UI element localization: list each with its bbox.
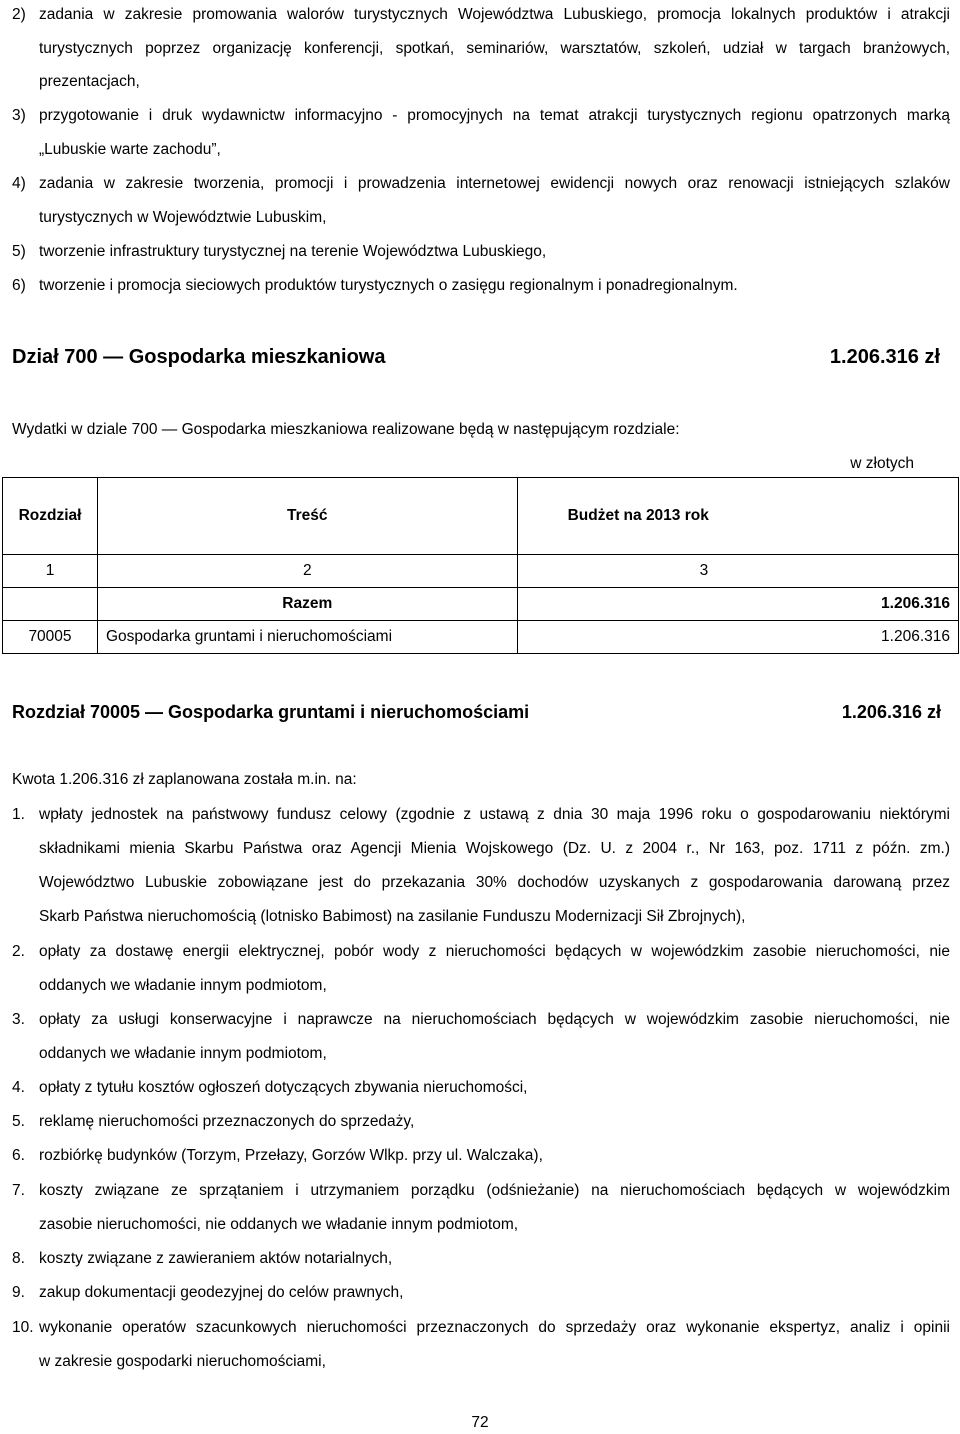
intro-item-2-line-3: prezentacjach, [39,73,140,90]
total-label: Razem [98,588,518,621]
section-title: Dział 700 — Gospodarka mieszkaniowa [12,346,386,368]
list-item-4: 4. opłaty z tytułu kosztów ogłoszeń dotyczących zbywania nieruchomości, [12,1079,528,1096]
table-header-row [3,478,959,555]
table-number-row: 1 2 3 [3,555,959,588]
unit-label: w złotych [850,455,914,472]
intro-item-5: 5) tworzenie infrastruktury turystycznej na terenie Województwa Lubuskiego, [12,243,547,260]
section-intro: Wydatki w dziale 700 — Gospodarka mieszkaniowa realizowane będą w następującym rozdziale: [12,421,680,438]
total-value: 1.206.316 [517,588,958,621]
list-item-9: 9. zakup dokumentacji geodezyjnej do celów prawnych, [12,1284,404,1301]
list-item-1-line-3: Województwo Lubuskie zobowiązane jest do przekazania 30% dochodów uzyskanych z gospodarowania darowaną przez [39,874,950,891]
row-value: 1.206.316 [517,621,958,654]
table-total-row [3,588,959,621]
list-item-7-line-2: zasobie nieruchomości, nie oddanych we władanie innym podmiotom, [39,1216,519,1233]
list-item-3-line-2: oddanych we władanie innym podmiotom, [39,1045,327,1062]
subsection-amount: 1.206.316 zł [841,702,941,722]
intro-item-4-line-2: turystycznych w Województwie Lubuskim, [39,209,327,226]
list-item-1-line-4: Skarb Państwa nieruchomością (lotnisko Babimost) na zasilanie Funduszu Modernizacji Sił Zbrojnych), [39,908,746,925]
intro-item-3-line-1: 3) przygotowanie i druk wydawnictw informacyjno - promocyjnych na temat atrakcji turystycznych regionu opatrzonych marką [12,107,950,124]
intro-item-3-line-2: „Lubuskie warte zachodu”, [39,141,221,158]
list-item-3-line-1: 3. opłaty za usługi konserwacyjne i naprawcze na nieruchomościach będących w wojewódzkim zasobie nieruchomości, nie [12,1011,950,1028]
list-item-5: 5. reklamę nieruchomości przeznaczonych do sprzedaży, [12,1113,415,1130]
list-item-1-line-2: składnikami mienia Skarbu Państwa oraz Agencji Mienia Wojskowego (Dz. U. z 2004 r., Nr 163, poz. 1711 z późn. zm.) [39,840,950,857]
list-item-2-line-2: oddanych we władanie innym podmiotom, [39,977,327,994]
list-item-10-line-2: w zakresie gospodarki nieruchomościami, [39,1353,326,1370]
subsection-heading [12,700,950,724]
intro-item-2-line-1: 2) zadania w zakresie promowania walorów turystycznych Województwa Lubuskiego, promocja lokalnych produktów i atrakcji [12,6,950,23]
list-item-1-line-1: 1. wpłaty jednostek na państwowy fundusz celowy (zgodnie z ustawą z dnia 30 maja 1996 roku o gospodarowaniu niektórymi [12,806,950,823]
header-budzet: Budżet na 2013 rok [517,478,958,555]
section-heading [12,344,950,370]
intro-item-2-line-2: turystycznych poprzez organizację konferencji, spotkań, seminariów, warsztatów, szkoleń, udział w targach branżowych, [39,40,950,57]
section-amount: 1.206.316 zł [829,346,940,368]
list-item-6: 6. rozbiórkę budynków (Torzym, Przełazy, Gorzów Wlkp. przy ul. Walczaka), [12,1147,543,1164]
table-row [3,621,959,654]
intro-item-6: 6) tworzenie i promocja sieciowych produktów turystycznych o zasięgu regionalnym i ponadregionalnym. [12,277,738,294]
row-name: Gospodarka gruntami i nieruchomościami [98,621,518,654]
list-item-7-line-1: 7. koszty związane ze sprzątaniem i utrzymaniem porządku (odśnieżanie) na nieruchomościach będących w wojewódzkim [12,1182,950,1199]
budget-table [2,477,959,654]
subsection-intro: Kwota 1.206.316 zł zaplanowana została m.in. na: [12,771,357,788]
row-code: 70005 [3,621,98,654]
header-rozdzial: Rozdział [3,478,98,555]
header-tresc: Treść [98,478,518,555]
page-number: 72 [471,1414,489,1431]
subsection-title: Rozdział 70005 — Gospodarka gruntami i nieruchomościami [12,702,530,722]
list-item-8: 8. koszty związane z zawieraniem aktów notarialnych, [12,1250,393,1267]
intro-item-4-line-1: 4) zadania w zakresie tworzenia, promocji i prowadzenia internetowej ewidencji nowych oraz renowacji istniejących szlaków [12,175,950,192]
list-item-10-line-1: 10. wykonanie operatów szacunkowych nieruchomości przeznaczonych do sprzedaży oraz wykonanie ekspertyz, analiz i opinii [12,1319,950,1336]
list-item-2-line-1: 2. opłaty za dostawę energii elektrycznej, pobór wody z nieruchomości będących w wojewódzkim zasobie nieruchomości, nie [12,943,950,960]
